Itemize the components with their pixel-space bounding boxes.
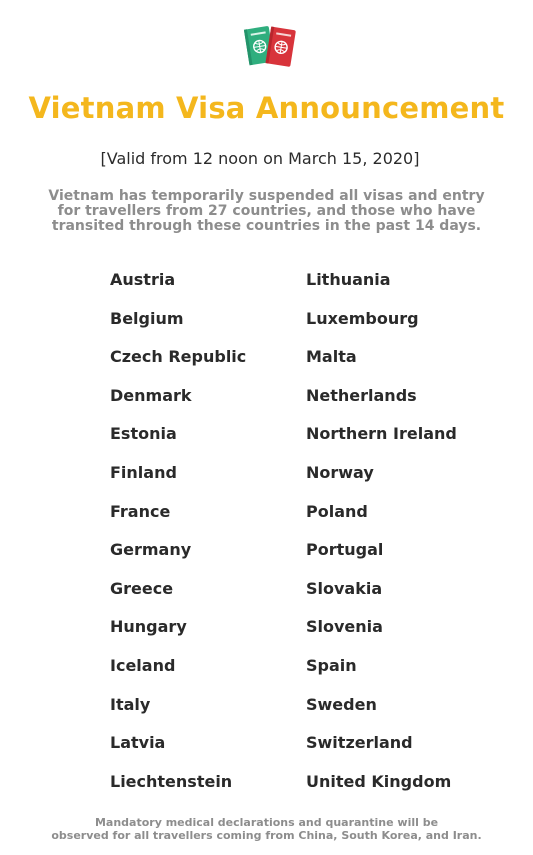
country-item: Finland — [110, 462, 177, 482]
passports-icon — [243, 22, 299, 70]
country-item: Austria — [110, 270, 176, 289]
country-item: Denmark — [110, 385, 192, 405]
intro-line: for travellers from 27 countries, and those who have — [57, 203, 476, 219]
country-item: Luxembourg — [306, 308, 419, 328]
country-item: Switzerland — [306, 733, 413, 753]
country-item: Liechtenstein — [110, 771, 233, 791]
country-item: Latvia — [110, 733, 166, 753]
footer-note — [0, 816, 533, 842]
country-item: Slovakia — [306, 578, 383, 598]
country-item: Belgium — [110, 308, 184, 328]
country-item: Greece — [110, 578, 174, 598]
intro-text — [20, 189, 513, 234]
country-item: United Kingdom — [306, 771, 452, 791]
country-list-left — [110, 269, 246, 809]
country-item: Sweden — [306, 694, 377, 714]
country-item: Northern Ireland — [306, 424, 457, 444]
country-item: Malta — [306, 347, 357, 367]
country-item: Lithuania — [306, 270, 391, 289]
validity-note: [Valid from 12 noon on March 15, 2020] — [100, 149, 420, 168]
country-item: Slovenia — [306, 617, 383, 637]
country-list-right — [306, 269, 457, 809]
footer-line: observed for all travellers coming from China, South Korea, and Iran. — [51, 829, 482, 842]
country-item: Hungary — [110, 617, 187, 637]
country-item: Portugal — [306, 540, 384, 560]
intro-line: transited through these countries in the past 14 days. — [51, 218, 482, 234]
country-item: Poland — [306, 501, 368, 521]
country-item: Germany — [110, 540, 192, 560]
intro-line: Vietnam has temporarily suspended all visas and entry — [48, 188, 485, 204]
country-item: Norway — [306, 462, 374, 482]
country-item: Iceland — [110, 655, 176, 675]
country-item: Italy — [110, 694, 151, 714]
country-item: France — [110, 501, 171, 521]
country-item: Czech Republic — [110, 347, 247, 367]
country-item: Netherlands — [306, 385, 417, 405]
footer-line: Mandatory medical declarations and quarantine will be — [94, 816, 439, 829]
country-item: Estonia — [110, 424, 177, 444]
country-item: Spain — [306, 655, 357, 675]
page-title: Vietnam Visa Announcement — [28, 91, 505, 125]
